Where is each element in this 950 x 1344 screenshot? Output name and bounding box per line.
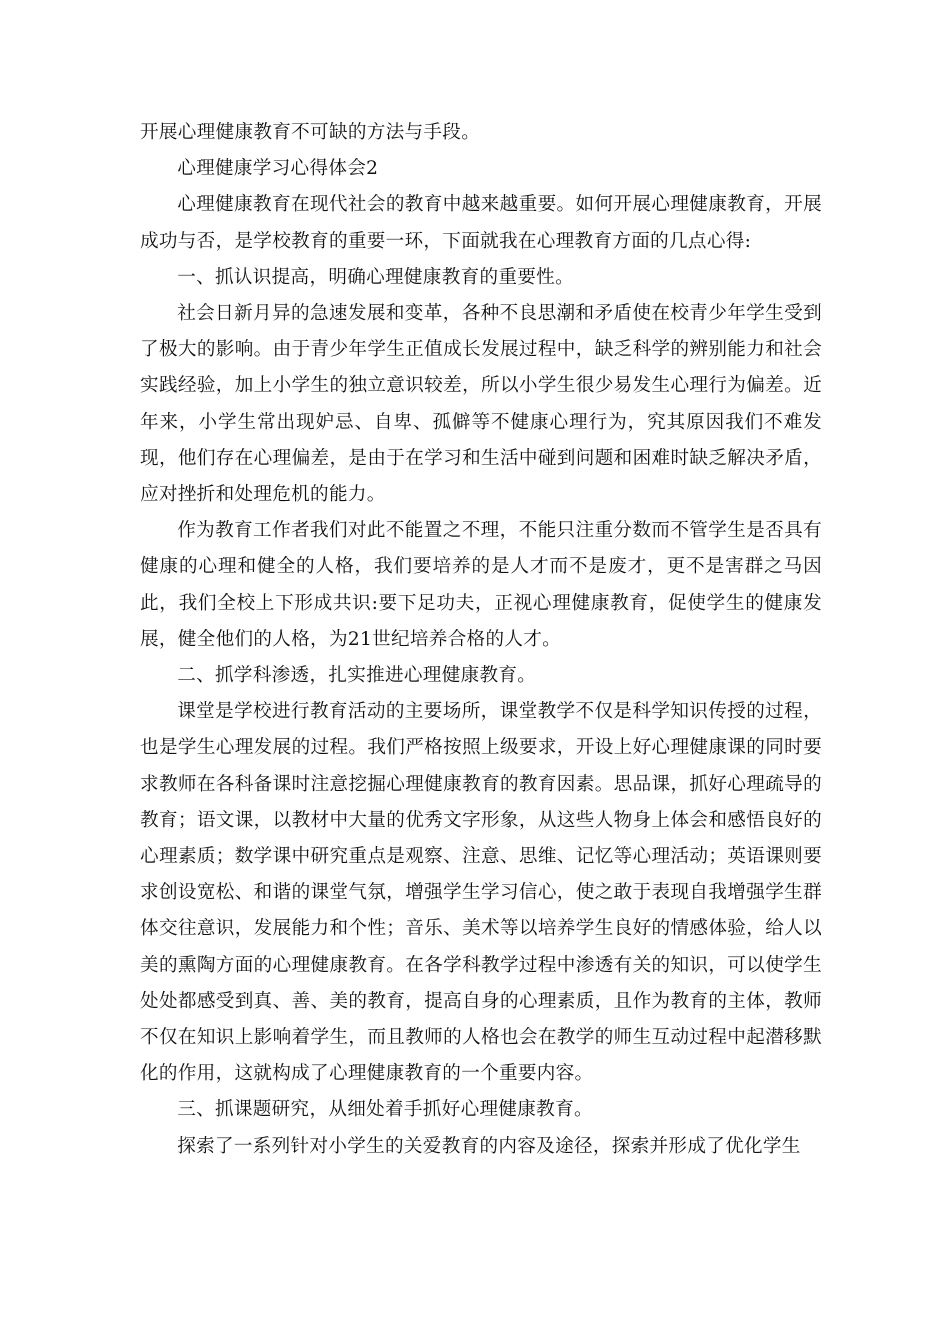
paragraph-intro: 心理健康教育在现代社会的教育中越来越重要。如何开展心理健康教育，开展成功与否，是学校教育的重要一环，下面就我在心理教育方面的几点心得: <box>140 194 822 252</box>
paragraph-body: 课堂是学校进行教育活动的主要场所，课堂教学不仅是科学知识传授的过程，也是学生心理发展的过程。我们严格按照上级要求，开设上好心理健康课的同时要求教师在各科备课时注意挖掘心理健康教育的教育因素。思品课，抓好心理疏导的教育；语文课，以教材中大量的优秀文字形象，从这些人物身上体会和感悟良好的心理素质；数学课中研究重点是观察、注意、思维、记忆等心理活动；英语课则要求创设宽松、和谐的课堂气氛，增强学生学习信心，使之敢于表现自我增强学生群体交往意识，发展能力和个性；音乐、美术等以培养学生良好的情感体验，给人以美的熏陶方面的心理健康教育。在各学科教学过程中渗透有关的知识，可以使学生处处都感受到真、善、美的教育，提高自身的心理素质，且作为教育的主体，教师不仅在知识上影响着学生，而且教师的人格也会在教学的师生互动过程中起潜移默化的作用，这就构成了心理健康教育的一个重要内容。 <box>140 701 822 1085</box>
paragraph-body: 作为教育工作者我们对此不能置之不理，不能只注重分数而不管学生是否具有健康的心理和健全的人格，我们要培养的是人才而不是废才，更不是害群之马因此，我们全校上下形成共识:要下足功夫，正视心理健康教育，促使学生的健康发展，健全他们的人格，为21世纪培养合格的人才。 <box>140 520 822 650</box>
point-heading-2: 二、抓学科渗透，扎实推进心理健康教育。 <box>177 665 537 687</box>
section-heading: 心理健康学习心得体会2 <box>177 158 379 180</box>
document-body <box>140 115 822 1165</box>
paragraph-body: 探索了一系列针对小学生的关爱教育的内容及途径，探索并形成了优化学生 <box>177 1135 801 1157</box>
paragraph-body: 社会日新月异的急速发展和变革，各种不良思潮和矛盾使在校青少年学生受到了极大的影响。由于青少年学生正值成长发展过程中，缺乏科学的辨别能力和社会实践经验，加上小学生的独立意识较差，所以小学生很少易发生心理行为偏差。近年来，小学生常出现妒忌、自卑、孤僻等不健康心理行为，究其原因我们不难发现，他们存在心理偏差，是由于在学习和生活中碰到问题和困难时缺乏解决矛盾，应对挫折和处理危机的能力。 <box>140 303 822 506</box>
paragraph-continuation: 开展心理健康教育不可缺的方法与手段。 <box>140 122 481 143</box>
point-heading-1: 一、抓认识提高，明确心理健康教育的重要性。 <box>177 266 574 288</box>
point-heading-3: 三、抓课题研究，从细处着手抓好心理健康教育。 <box>177 1099 593 1121</box>
